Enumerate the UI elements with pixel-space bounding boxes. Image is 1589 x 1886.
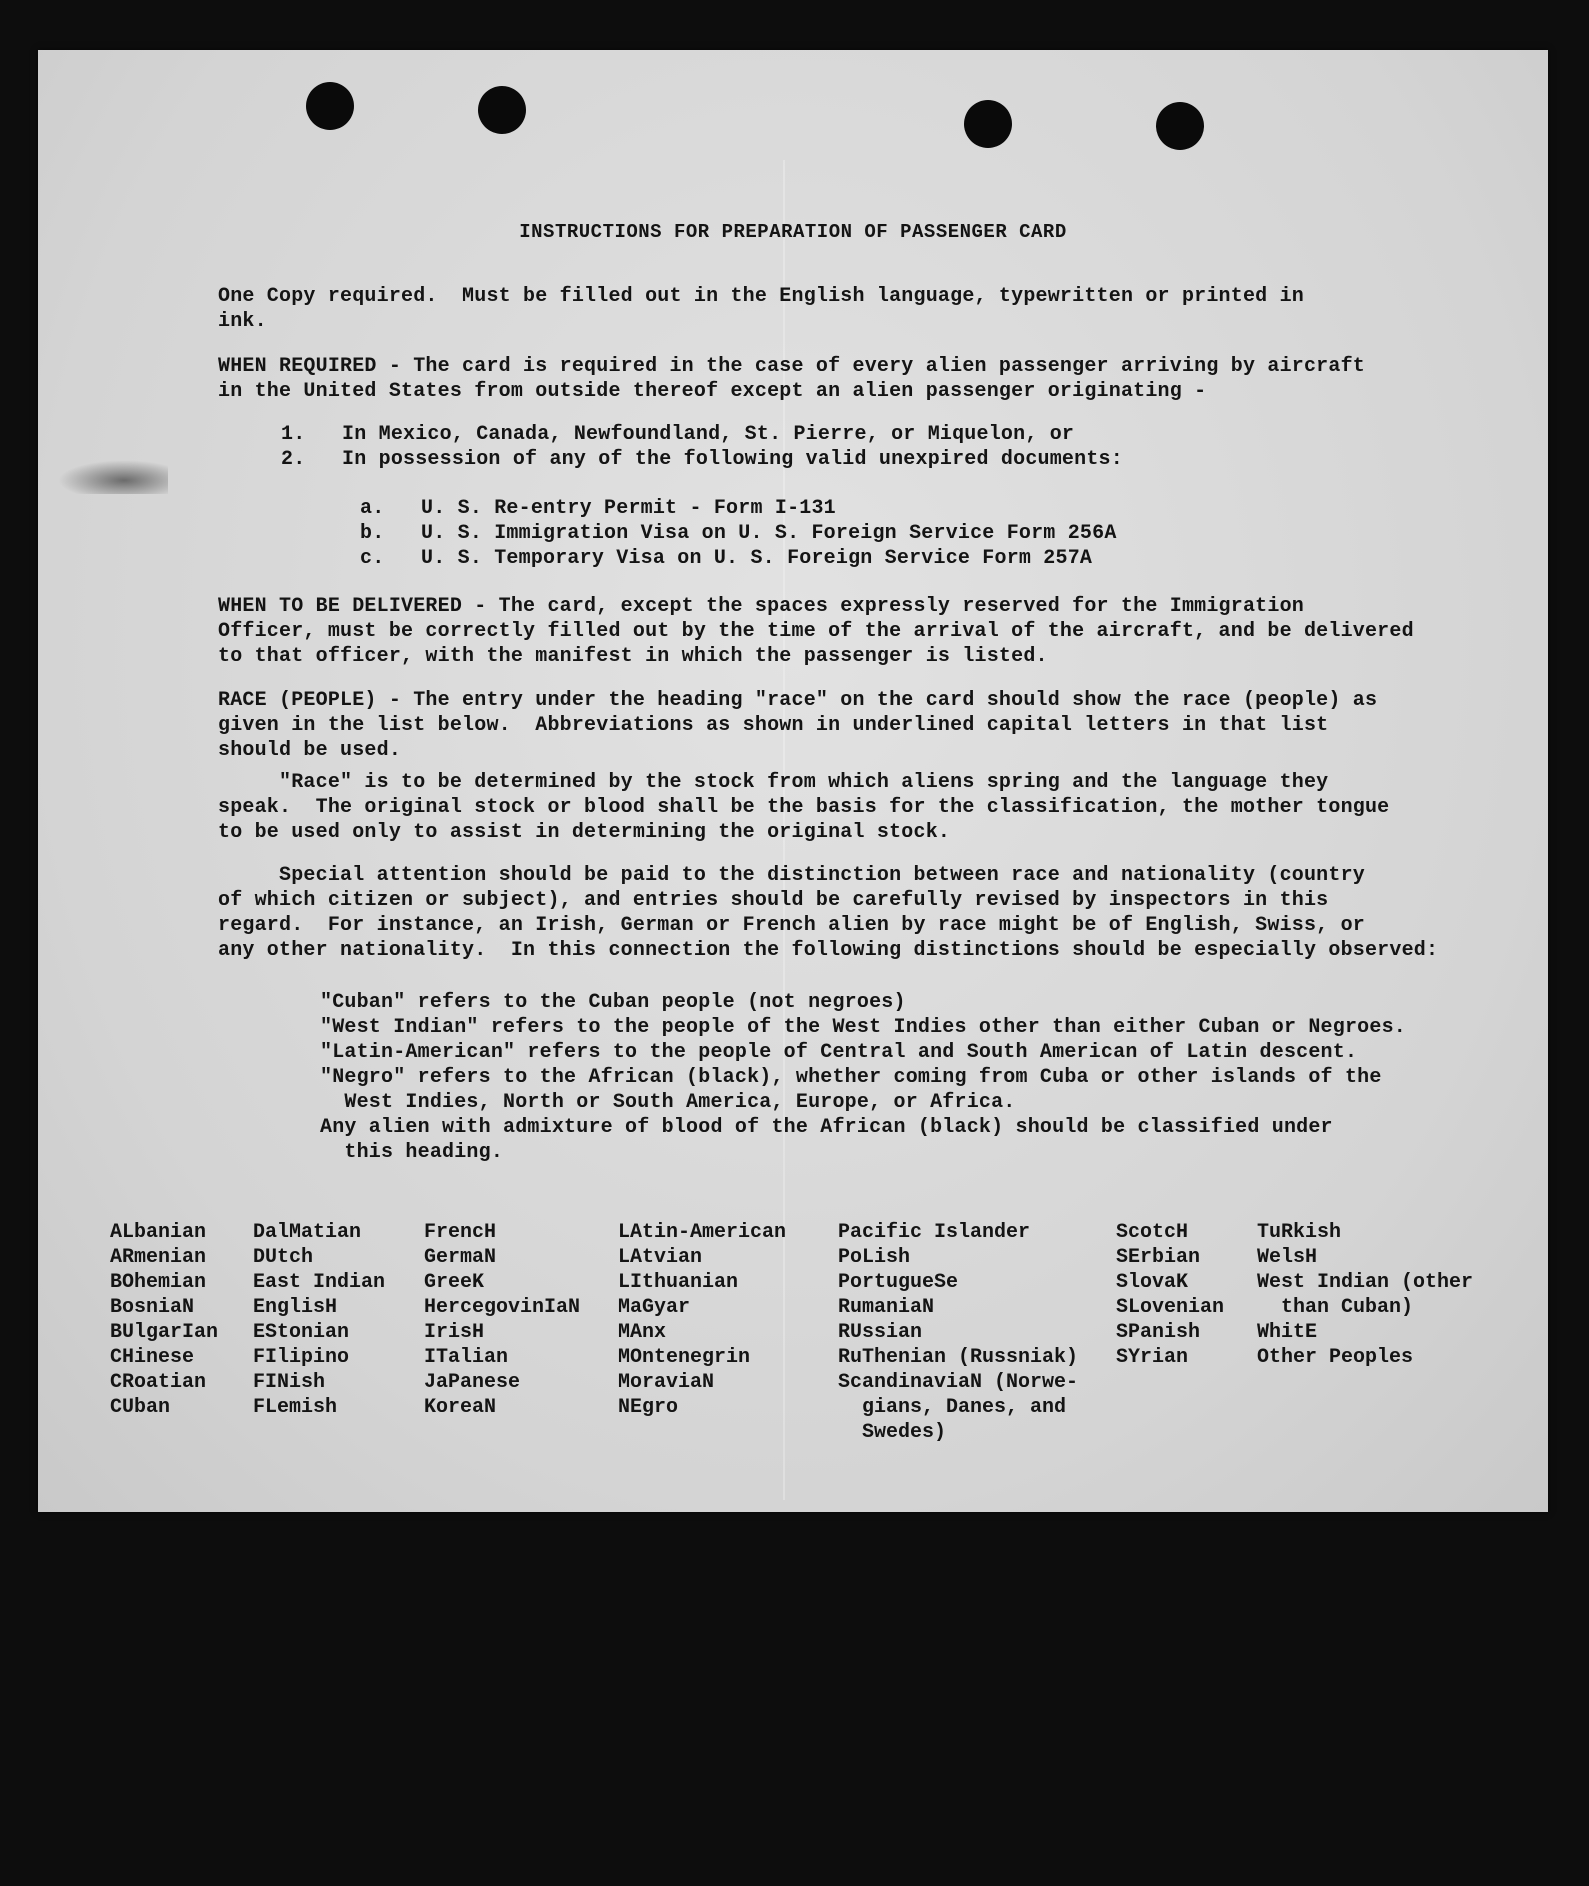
race-list-item: FINish	[253, 1371, 326, 1394]
race-line: RACE (PEOPLE) - The entry under the heading "race" on the card should show the race (people) as	[218, 689, 1378, 712]
race-list-item: BOhemian	[110, 1271, 207, 1294]
race-list-item: CRoatian	[110, 1371, 207, 1394]
race-list-item: MOntenegrin	[618, 1346, 751, 1369]
race-list-item: JaPanese	[424, 1371, 521, 1394]
punch-hole	[1156, 102, 1204, 150]
special-attention-line: any other nationality. In this connection the following distinctions should be especially observed:	[218, 939, 1439, 962]
race-list-item: LIthuanian	[618, 1271, 739, 1294]
race-list-item: CHinese	[110, 1346, 195, 1369]
race-list-item: IrisH	[424, 1321, 485, 1344]
race-list-item: Other Peoples	[1257, 1346, 1414, 1369]
race-list-item: than Cuban)	[1257, 1296, 1414, 1319]
punch-hole	[964, 100, 1012, 148]
distinction-line: West Indies, North or South America, Europe, or Africa.	[320, 1091, 1016, 1114]
race-list-item: DalMatian	[253, 1221, 362, 1244]
race-line: given in the list below. Abbreviations as shown in underlined capital letters in that list	[218, 714, 1329, 737]
race-list-column	[424, 1220, 580, 1420]
race-list-item: SLovenian	[1116, 1296, 1225, 1319]
race-determined-line: to be used only to assist in determining the original stock.	[218, 821, 951, 844]
race-determined-line: "Race" is to be determined by the stock from which aliens spring and the language they	[218, 771, 1329, 794]
race-list-item: DUtch	[253, 1246, 314, 1269]
race-list-item: ScandinaviaN (Norwe-	[838, 1371, 1079, 1394]
race-list-item: East Indian	[253, 1271, 386, 1294]
race-determined-line: speak. The original stock or blood shall be the basis for the classification, the mother tongue	[218, 796, 1390, 819]
special-attention-line: Special attention should be paid to the distinction between race and nationality (country	[218, 864, 1365, 887]
race-list-item: LAtin-American	[618, 1221, 787, 1244]
race-list-item: SPanish	[1116, 1321, 1201, 1344]
race-list-column	[253, 1220, 385, 1420]
race-list-item: NEgro	[618, 1396, 679, 1419]
race-list-item: KoreaN	[424, 1396, 497, 1419]
document-item: c. U. S. Temporary Visa on U. S. Foreign Service Form 257A	[360, 547, 1093, 570]
intro-line: One Copy required. Must be filled out in the English language, typewritten or printed in	[218, 285, 1304, 308]
race-list-item: WelsH	[1257, 1246, 1318, 1269]
race-list-column	[1116, 1220, 1224, 1370]
race-list-item: MAnx	[618, 1321, 667, 1344]
when-delivered-line: Officer, must be correctly filled out by the time of the arrival of the aircraft, and be delivered	[218, 620, 1414, 643]
race-list-item: ARmenian	[110, 1246, 207, 1269]
race-list-item: ALbanian	[110, 1221, 207, 1244]
distinction-line: "West Indian" refers to the people of the West Indies other than either Cuban or Negroes.	[320, 1016, 1406, 1039]
race-list-item: PoLish	[838, 1246, 911, 1269]
race-list-item: West Indian (other	[1257, 1271, 1474, 1294]
race-list-item: FIlipino	[253, 1346, 350, 1369]
when-delivered-line: WHEN TO BE DELIVERED - The card, except the spaces expressly reserved for the Immigration	[218, 595, 1304, 618]
race-list-item: CUban	[110, 1396, 171, 1419]
distinction-line: "Cuban" refers to the Cuban people (not negroes)	[320, 991, 906, 1014]
race-list-item: BosniaN	[110, 1296, 195, 1319]
race-list-item: RUssian	[838, 1321, 923, 1344]
distinction-line: Any alien with admixture of blood of the African (black) should be classified under	[320, 1116, 1333, 1139]
race-list-item: FLemish	[253, 1396, 338, 1419]
race-list-item: GreeK	[424, 1271, 485, 1294]
race-list-item: ITalian	[424, 1346, 509, 1369]
origin-item: 1. In Mexico, Canada, Newfoundland, St. Pierre, or Miquelon, or	[281, 423, 1075, 446]
race-list-item: Pacific Islander	[838, 1221, 1031, 1244]
origin-item: 2. In possession of any of the following valid unexpired documents:	[281, 448, 1123, 471]
race-list-column	[1257, 1220, 1473, 1370]
distinction-line: this heading.	[320, 1141, 504, 1164]
document-item: a. U. S. Re-entry Permit - Form I-131	[360, 497, 836, 520]
when-delivered-line: to that officer, with the manifest in which the passenger is listed.	[218, 645, 1048, 668]
race-list-column	[838, 1220, 1078, 1445]
when-required-line: in the United States from outside thereof except an alien passenger originating -	[218, 380, 1207, 403]
race-list-item: LAtvian	[618, 1246, 703, 1269]
race-list-item: RuThenian (Russniak)	[838, 1346, 1079, 1369]
race-list-column	[110, 1220, 218, 1420]
race-list-item: HercegovinIaN	[424, 1296, 581, 1319]
race-list-item: EStonian	[253, 1321, 350, 1344]
race-list-item: SErbian	[1116, 1246, 1201, 1269]
document-title: INSTRUCTIONS FOR PREPARATION OF PASSENGER CARD	[519, 221, 1067, 243]
document-item: b. U. S. Immigration Visa on U. S. Foreign Service Form 256A	[360, 522, 1117, 545]
race-list-item: TuRkish	[1257, 1221, 1342, 1244]
race-list-item: MaGyar	[618, 1296, 691, 1319]
race-list-item: ScotcH	[1116, 1221, 1189, 1244]
special-attention-line: of which citizen or subject), and entries should be carefully revised by inspectors in this	[218, 889, 1329, 912]
race-list-item: MoraviaN	[618, 1371, 715, 1394]
distinction-line: "Negro" refers to the African (black), whether coming from Cuba or other islands of the	[320, 1066, 1382, 1089]
race-list-item: SYrian	[1116, 1346, 1189, 1369]
race-list-item: BUlgarIan	[110, 1321, 219, 1344]
race-list-item: SlovaK	[1116, 1271, 1189, 1294]
race-list-item: EnglisH	[253, 1296, 338, 1319]
punch-hole	[306, 82, 354, 130]
when-required-line: WHEN REQUIRED - The card is required in the case of every alien passenger arriving by aircraft	[218, 355, 1365, 378]
race-list-item: FrencH	[424, 1221, 497, 1244]
document-sheet	[38, 50, 1548, 1512]
distinction-line: "Latin-American" refers to the people of Central and South American of Latin descent.	[320, 1041, 1358, 1064]
special-attention-line: regard. For instance, an Irish, German or French alien by race might be of English, Swiss, or	[218, 914, 1365, 937]
race-list-item: gians, Danes, and	[838, 1396, 1067, 1419]
race-list-column	[618, 1220, 786, 1420]
race-list-item: Swedes)	[838, 1421, 947, 1444]
race-list-item: GermaN	[424, 1246, 497, 1269]
race-list-item: WhitE	[1257, 1321, 1318, 1344]
punch-hole	[478, 86, 526, 134]
race-line: should be used.	[218, 739, 402, 762]
race-list-item: PortugueSe	[838, 1271, 959, 1294]
ink-smudge	[58, 460, 168, 494]
intro-line: ink.	[218, 310, 267, 333]
race-list-item: RumaniaN	[838, 1296, 935, 1319]
